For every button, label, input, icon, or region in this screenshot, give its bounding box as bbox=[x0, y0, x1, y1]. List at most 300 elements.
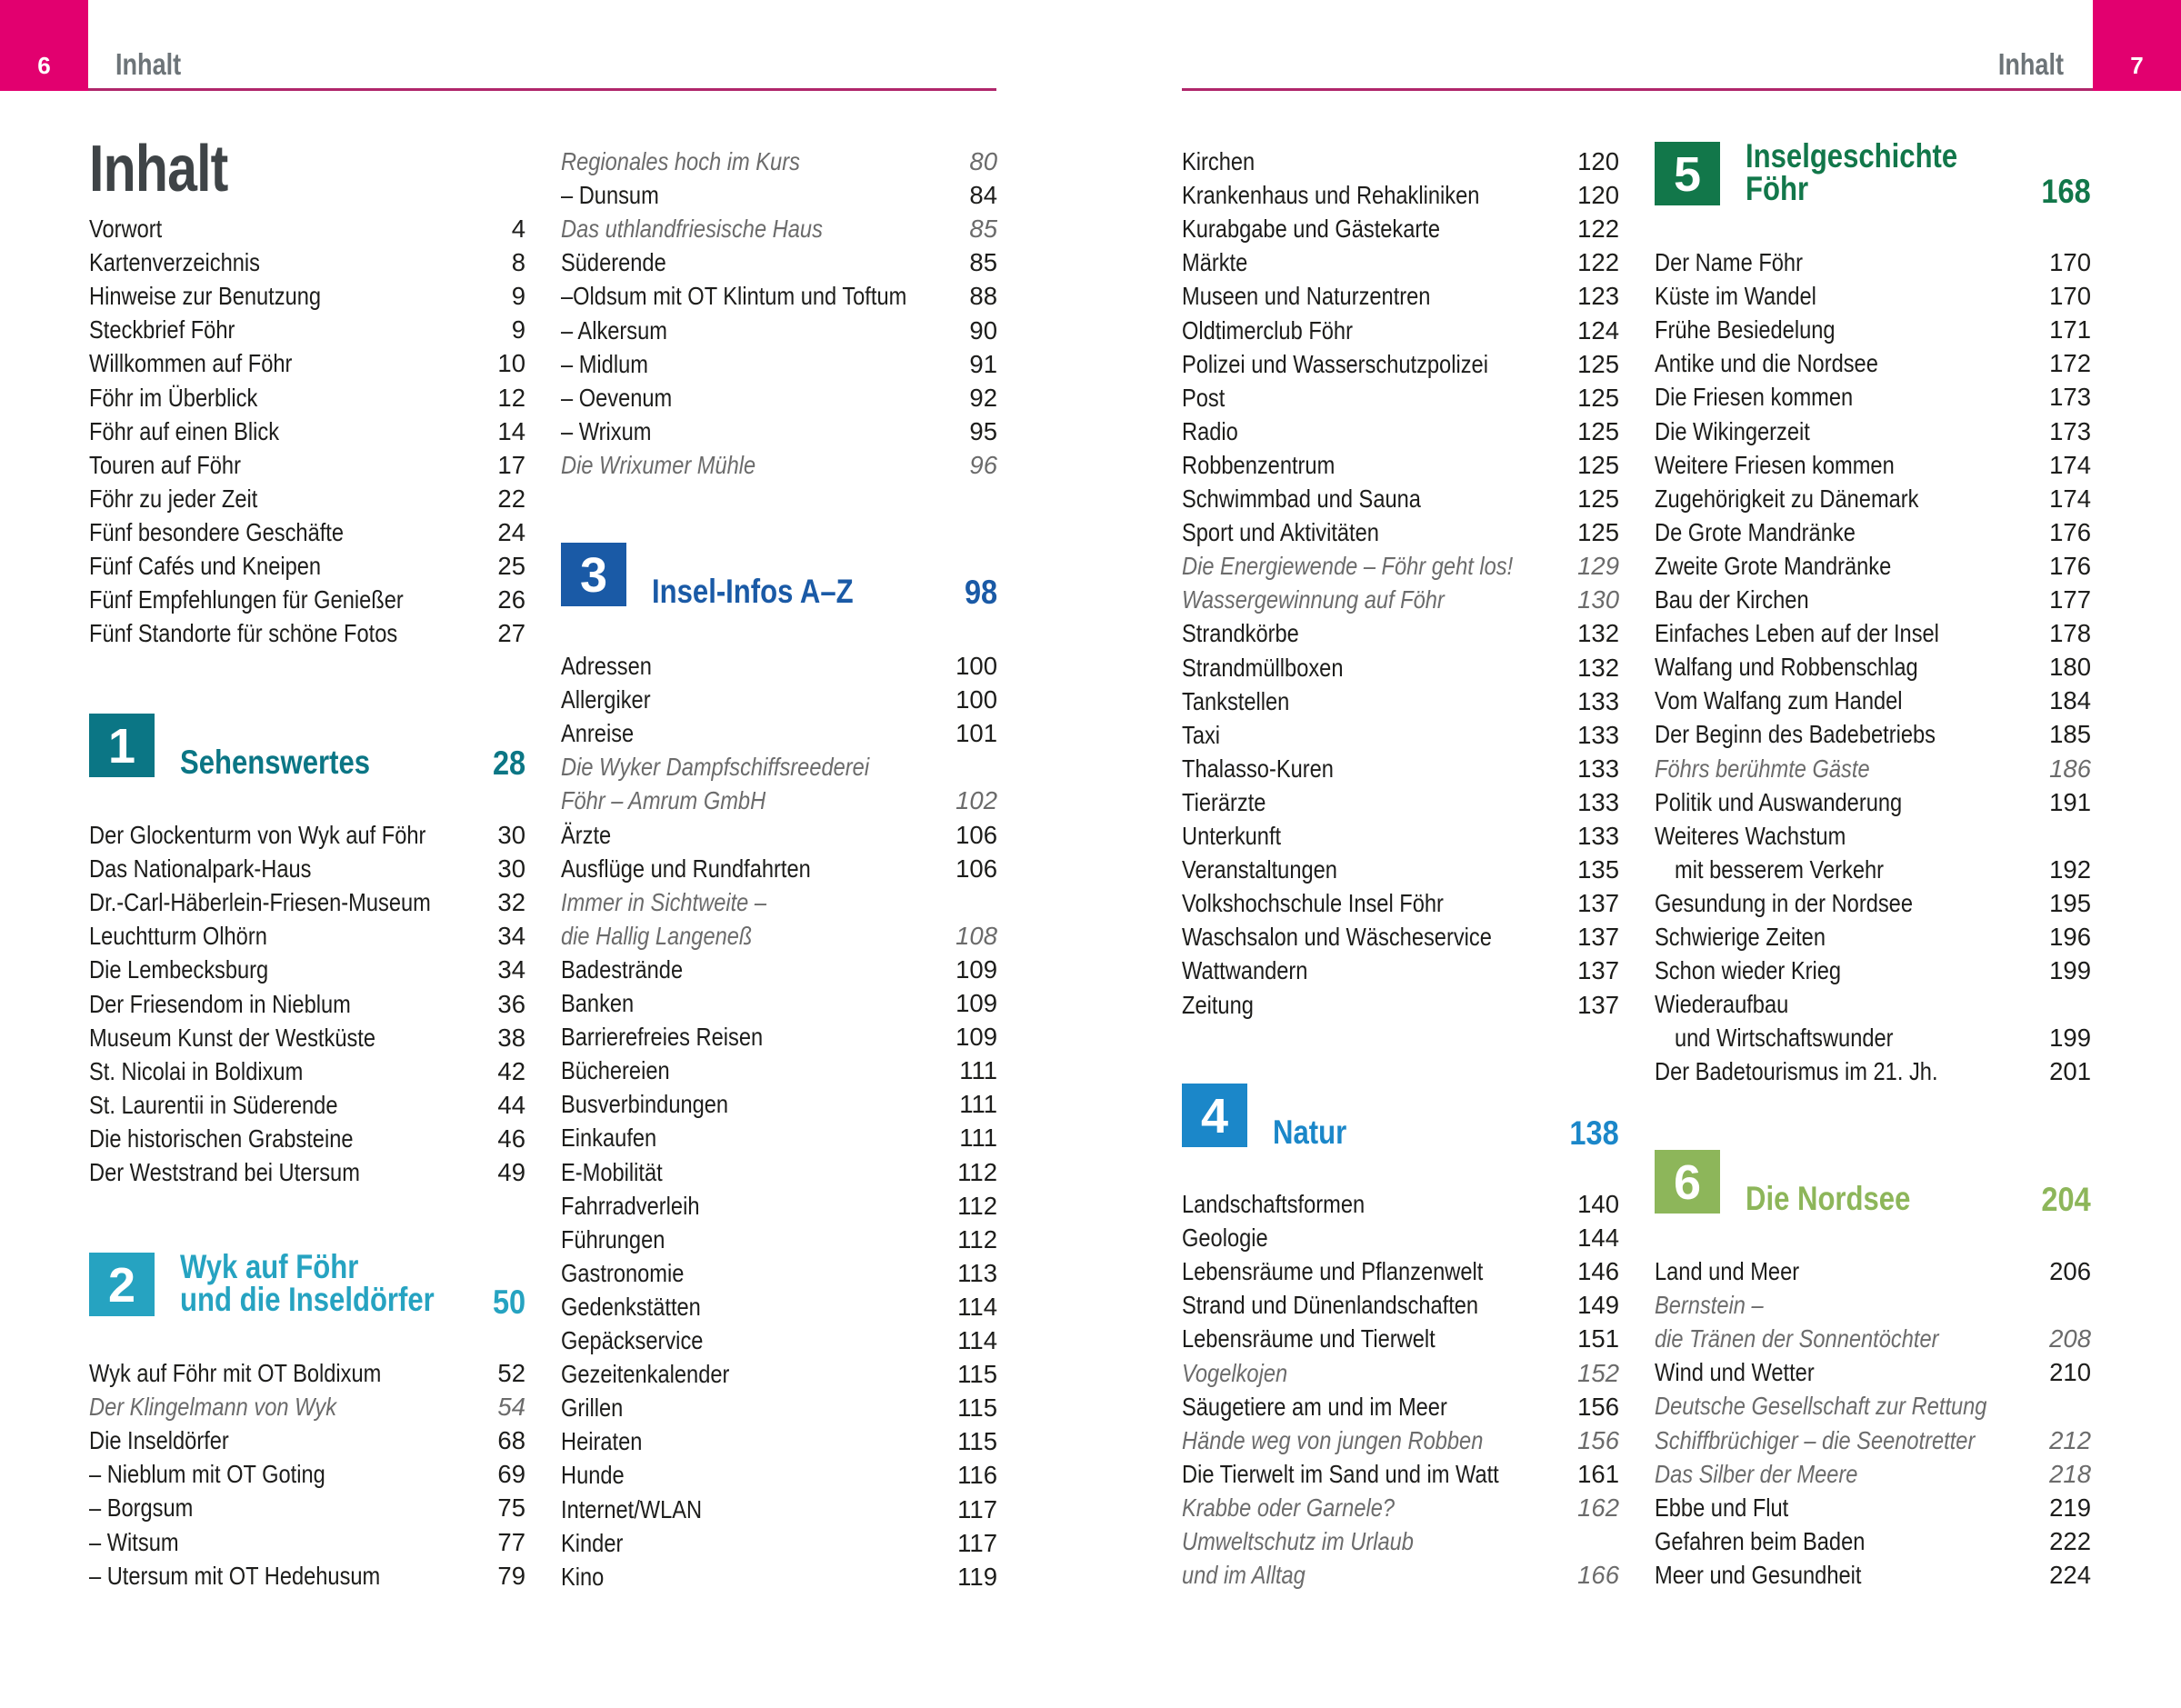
toc-entry[interactable] bbox=[1182, 583, 1619, 616]
toc-entry[interactable] bbox=[1655, 1054, 2091, 1088]
toc-entry[interactable] bbox=[1182, 1457, 1619, 1491]
toc-entry-title: De Grote Mandränke bbox=[1655, 517, 1856, 546]
chapter-number-badge: 5 bbox=[1655, 142, 1720, 205]
toc-entry-title: – Borgsum bbox=[89, 1493, 194, 1523]
chapter-title bbox=[1746, 137, 1958, 207]
toc-entry[interactable] bbox=[1655, 1491, 2091, 1524]
toc-entry[interactable] bbox=[561, 1223, 997, 1256]
toc-entry-page: 123 bbox=[1577, 282, 1619, 311]
toc-entry-title: Zeitung bbox=[1182, 990, 1254, 1019]
toc-entry[interactable] bbox=[89, 549, 525, 583]
toc-entry-title: Der Friesendom in Nieblum bbox=[89, 989, 351, 1018]
toc-entry-page: 184 bbox=[2049, 686, 2091, 715]
toc-entry[interactable] bbox=[89, 583, 525, 616]
toc-entry[interactable] bbox=[1182, 381, 1619, 415]
toc-entry-page: 173 bbox=[2049, 383, 2091, 412]
toc-entry-page: 208 bbox=[2049, 1324, 2091, 1353]
toc-entry[interactable] bbox=[89, 381, 525, 415]
toc-entry[interactable] bbox=[561, 1290, 997, 1323]
toc-entry-title: Wassergewinnung auf Föhr bbox=[1182, 585, 1445, 614]
toc-entry-title: Das Nationalpark-Haus bbox=[89, 854, 312, 884]
toc-entry[interactable] bbox=[89, 1390, 525, 1423]
toc-entry[interactable] bbox=[1182, 853, 1619, 886]
toc-entry-title: Föhr – Amrum GmbH bbox=[561, 786, 766, 815]
toc-entry[interactable] bbox=[1655, 245, 2091, 279]
toc-entry-page: 172 bbox=[2049, 349, 2091, 378]
toc-entry[interactable] bbox=[1655, 853, 2091, 886]
toc-entry[interactable] bbox=[1655, 886, 2091, 920]
toc-entry[interactable] bbox=[561, 314, 997, 347]
toc-entry-page: 27 bbox=[497, 619, 525, 648]
toc-entry[interactable] bbox=[1182, 347, 1619, 381]
toc-entry-title: Säugetiere am und im Meer bbox=[1182, 1392, 1447, 1421]
chapter-title-line2: und die Inseldörfer bbox=[180, 1281, 435, 1318]
chapter-title: Sehenswertes bbox=[180, 744, 371, 781]
toc-entry-page: 77 bbox=[497, 1527, 525, 1556]
toc-entry-page: 68 bbox=[497, 1426, 525, 1455]
toc-entry-page: 84 bbox=[969, 181, 997, 210]
toc-entry[interactable] bbox=[1182, 684, 1619, 718]
toc-entry[interactable] bbox=[1655, 1558, 2091, 1592]
toc-entry[interactable] bbox=[1182, 145, 1619, 178]
toc-entry-page: 178 bbox=[2049, 619, 2091, 648]
toc-entry-page: 125 bbox=[1577, 450, 1619, 479]
toc-entry-title: Ausflüge und Rundfahrten bbox=[561, 854, 811, 883]
toc-entry-title: Gefahren beim Baden bbox=[1655, 1526, 1866, 1555]
toc-entry-page: 133 bbox=[1577, 822, 1619, 850]
chapter-title-line2: Föhr bbox=[1746, 170, 1809, 207]
toc-entry[interactable] bbox=[1182, 212, 1619, 245]
toc-entry[interactable] bbox=[561, 145, 997, 178]
toc-entry[interactable] bbox=[89, 1054, 525, 1088]
toc-entry[interactable] bbox=[89, 1491, 525, 1524]
toc-entry[interactable] bbox=[1182, 1491, 1619, 1524]
chapter-heading-1[interactable] bbox=[89, 714, 525, 782]
toc-entry[interactable] bbox=[89, 515, 525, 549]
toc-entry-page: 130 bbox=[1577, 585, 1619, 614]
toc-entry-page: 185 bbox=[2049, 720, 2091, 749]
toc-entry[interactable] bbox=[561, 1526, 997, 1560]
toc-entry-title: Kurabgabe und Gästekarte bbox=[1182, 215, 1441, 244]
toc-entry-title: Museum Kunst der Westküste bbox=[89, 1023, 376, 1052]
toc-entry-page: 32 bbox=[497, 888, 525, 917]
toc-entry[interactable] bbox=[1655, 1254, 2091, 1288]
toc-entry[interactable] bbox=[1182, 1187, 1619, 1221]
toc-entry-title: die Tränen der Sonnentöchter bbox=[1655, 1324, 1939, 1353]
toc-entry-title: Gesundung in der Nordsee bbox=[1655, 888, 1913, 917]
toc-entry[interactable] bbox=[89, 212, 525, 245]
toc-entry-page: 49 bbox=[497, 1158, 525, 1186]
toc-entry[interactable] bbox=[89, 953, 525, 986]
toc-entry-title: Der Glockenturm von Wyk auf Föhr bbox=[89, 821, 426, 849]
toc-entry-page: 114 bbox=[957, 1292, 997, 1321]
toc-entry-title: Adressen bbox=[561, 652, 652, 680]
toc-entry[interactable] bbox=[561, 1054, 997, 1087]
toc-entry[interactable] bbox=[89, 448, 525, 482]
toc-entry[interactable] bbox=[561, 1458, 997, 1492]
toc-entry[interactable] bbox=[1182, 1254, 1619, 1288]
toc-entry-title: Föhr auf einen Blick bbox=[89, 416, 280, 445]
toc-entry-page: 171 bbox=[2049, 315, 2091, 345]
toc-entry[interactable] bbox=[89, 1021, 525, 1054]
toc-entry[interactable] bbox=[1655, 1021, 2091, 1054]
toc-entry[interactable] bbox=[561, 986, 997, 1020]
toc-entry[interactable] bbox=[1655, 1355, 2091, 1389]
toc-entry-page: 120 bbox=[1577, 181, 1619, 210]
toc-entry-page: 52 bbox=[497, 1359, 525, 1387]
toc-entry[interactable] bbox=[1182, 1356, 1619, 1390]
toc-entry[interactable] bbox=[561, 1020, 997, 1054]
toc-entry-page: 106 bbox=[955, 820, 997, 849]
toc-entry-title: Tierärzte bbox=[1182, 787, 1266, 816]
toc-entry[interactable] bbox=[561, 1391, 997, 1424]
toc-entry[interactable] bbox=[1182, 954, 1619, 987]
toc-entry-page: 102 bbox=[955, 786, 997, 815]
toc-entry[interactable] bbox=[1182, 1322, 1619, 1355]
toc-entry[interactable] bbox=[1655, 415, 2091, 448]
toc-entry[interactable] bbox=[561, 279, 997, 313]
toc-entry[interactable] bbox=[1182, 1524, 1619, 1558]
toc-entry[interactable] bbox=[561, 245, 997, 279]
toc-entry-title: Märkte bbox=[1182, 248, 1248, 277]
toc-entry-title: Deutsche Gesellschaft zur Rettung bbox=[1655, 1392, 1987, 1421]
toc-entry-title: Hände weg von jungen Robben bbox=[1182, 1425, 1484, 1454]
toc-entry[interactable] bbox=[1182, 1558, 1619, 1592]
toc-entry[interactable] bbox=[89, 1423, 525, 1457]
toc-entry-title: Banken bbox=[561, 989, 635, 1017]
toc-entry[interactable] bbox=[1182, 988, 1619, 1022]
toc-entry-page: 151 bbox=[1577, 1324, 1619, 1353]
toc-entry[interactable] bbox=[1182, 651, 1619, 684]
toc-entry-page: 115 bbox=[957, 1360, 997, 1389]
toc-entry[interactable] bbox=[1182, 515, 1619, 549]
toc-entry[interactable] bbox=[89, 1356, 525, 1390]
toc-entry-title: Robbenzentrum bbox=[1182, 450, 1336, 479]
toc-entry[interactable] bbox=[1655, 279, 2091, 313]
chapter-title: Die Nordsee bbox=[1746, 1180, 1911, 1217]
toc-entry-page: 199 bbox=[2049, 956, 2091, 985]
toc-entry[interactable] bbox=[1655, 987, 2091, 1021]
toc-entry-page: 176 bbox=[2049, 551, 2091, 580]
toc-entry-title: Wyk auf Föhr mit OT Boldixum bbox=[89, 1359, 382, 1387]
toc-entry[interactable] bbox=[1182, 886, 1619, 920]
chapter-heading-3[interactable] bbox=[561, 543, 997, 611]
chapter-number-badge: 2 bbox=[89, 1253, 155, 1316]
toc-entry[interactable] bbox=[89, 1122, 525, 1155]
chapter-heading-6[interactable] bbox=[1655, 1150, 2091, 1218]
toc-entry[interactable] bbox=[89, 852, 525, 885]
toc-entry[interactable] bbox=[561, 953, 997, 986]
toc-entry-page: 125 bbox=[1577, 383, 1619, 412]
toc-entry-page: 26 bbox=[497, 585, 525, 614]
toc-entry[interactable] bbox=[89, 987, 525, 1021]
toc-entry-page: 132 bbox=[1577, 653, 1619, 682]
toc-entry-page: 161 bbox=[1577, 1459, 1619, 1488]
toc-entry-title: Föhr im Überblick bbox=[89, 383, 258, 412]
toc-entry[interactable] bbox=[89, 885, 525, 919]
toc-entry[interactable] bbox=[1655, 684, 2091, 717]
toc-entry-title: – Alkersum bbox=[561, 315, 667, 345]
toc-entry[interactable] bbox=[561, 212, 997, 245]
toc-entry[interactable] bbox=[1655, 515, 2091, 549]
toc-entry[interactable] bbox=[89, 1559, 525, 1593]
toc-entry-title: Frühe Besiedelung bbox=[1655, 315, 1836, 345]
toc-entry-title: Fünf Empfehlungen für Genießer bbox=[89, 585, 404, 614]
toc-entry-title: Post bbox=[1182, 383, 1226, 412]
toc-entry-page: 117 bbox=[957, 1494, 997, 1523]
toc-entry-title: Vom Walfang zum Handel bbox=[1655, 686, 1903, 715]
toc-entry[interactable] bbox=[1655, 448, 2091, 482]
toc-entry[interactable] bbox=[1182, 482, 1619, 515]
toc-entry[interactable] bbox=[1655, 785, 2091, 819]
toc-entry-page: 120 bbox=[1577, 147, 1619, 175]
toc-entry[interactable] bbox=[1182, 819, 1619, 853]
toc-entry-page: 80 bbox=[969, 147, 997, 175]
toc-entry[interactable] bbox=[89, 919, 525, 953]
toc-entry-title: – Witsum bbox=[89, 1527, 179, 1556]
toc-entry[interactable] bbox=[1182, 415, 1619, 448]
toc-entry[interactable] bbox=[1655, 380, 2091, 414]
toc-entry[interactable] bbox=[89, 245, 525, 279]
toc-entry-page: 4 bbox=[511, 215, 525, 243]
toc-entry-page: 69 bbox=[497, 1460, 525, 1489]
toc-entry-title: Die Lembecksburg bbox=[89, 955, 269, 984]
toc-entry[interactable] bbox=[561, 381, 997, 415]
toc-entry[interactable] bbox=[89, 1525, 525, 1559]
toc-entry-title: Der Name Föhr bbox=[1655, 248, 1803, 276]
chapter-heading-2[interactable] bbox=[89, 1248, 525, 1321]
toc-entry[interactable] bbox=[561, 1256, 997, 1290]
toc-entry-title: Taxi bbox=[1182, 720, 1221, 749]
toc-entry[interactable] bbox=[1655, 717, 2091, 751]
toc-entry-title: Einkaufen bbox=[561, 1124, 657, 1153]
toc-entry-page: 133 bbox=[1577, 686, 1619, 715]
toc-entry[interactable] bbox=[89, 415, 525, 448]
toc-entry-title: Heiraten bbox=[561, 1427, 643, 1456]
toc-entry-title: Kartenverzeichnis bbox=[89, 248, 260, 277]
toc-entry[interactable] bbox=[1182, 245, 1619, 279]
toc-entry[interactable] bbox=[561, 750, 997, 784]
toc-entry[interactable] bbox=[561, 347, 997, 381]
toc-entry-page: 101 bbox=[955, 719, 997, 748]
toc-entry-title: Wattwandern bbox=[1182, 956, 1308, 985]
toc-entry-page: 36 bbox=[497, 989, 525, 1018]
toc-entry-page: 212 bbox=[2049, 1425, 2091, 1454]
toc-entry-page: 192 bbox=[2049, 854, 2091, 884]
toc-entry-page: 109 bbox=[955, 1023, 997, 1052]
toc-entry[interactable] bbox=[1655, 650, 2091, 684]
toc-entry[interactable] bbox=[561, 683, 997, 716]
chapter-heading-4[interactable] bbox=[1182, 1084, 1619, 1152]
toc-entry[interactable] bbox=[561, 852, 997, 885]
toc-entry-page: 173 bbox=[2049, 416, 2091, 445]
toc-entry[interactable] bbox=[1655, 1389, 2091, 1423]
toc-entry[interactable] bbox=[561, 1560, 997, 1593]
toc-entry-title: Fünf Cafés und Kneipen bbox=[89, 552, 322, 580]
toc-entry-page: 14 bbox=[497, 416, 525, 445]
toc-entry-page: 206 bbox=[2049, 1257, 2091, 1285]
toc-entry[interactable] bbox=[561, 178, 997, 212]
toc-entry-title: Tankstellen bbox=[1182, 686, 1290, 715]
toc-entry[interactable] bbox=[1182, 314, 1619, 347]
toc-entry[interactable] bbox=[561, 1323, 997, 1357]
toc-entry[interactable] bbox=[561, 1493, 997, 1526]
toc-entry[interactable] bbox=[1655, 549, 2091, 583]
toc-entry[interactable] bbox=[1182, 1288, 1619, 1322]
toc-entry[interactable] bbox=[1182, 718, 1619, 752]
toc-entry-title: Fünf besondere Geschäfte bbox=[89, 517, 345, 546]
toc-entry[interactable] bbox=[1182, 1423, 1619, 1457]
toc-entry-title: Gastronomie bbox=[561, 1258, 685, 1287]
toc-entry-title: Die Inseldörfer bbox=[89, 1426, 229, 1455]
toc-entry[interactable] bbox=[1182, 549, 1619, 583]
toc-entry[interactable] bbox=[561, 784, 997, 817]
toc-entry-page: 122 bbox=[1577, 248, 1619, 277]
toc-entry-title: – Dunsum bbox=[561, 181, 659, 210]
toc-entry[interactable] bbox=[1655, 920, 2091, 954]
toc-entry-page: 196 bbox=[2049, 923, 2091, 951]
toc-entry-title: Küste im Wandel bbox=[1655, 282, 1816, 311]
toc-entry-title: Der Weststrand bei Utersum bbox=[89, 1158, 360, 1186]
toc-entry-title: Schwimmbad und Sauna bbox=[1182, 484, 1421, 513]
toc-entry-page: 132 bbox=[1577, 619, 1619, 648]
toc-entry[interactable] bbox=[1182, 448, 1619, 482]
toc-entry-page: 156 bbox=[1577, 1425, 1619, 1454]
toc-entry-page: 88 bbox=[969, 282, 997, 311]
toc-entry-page: 195 bbox=[2049, 888, 2091, 917]
toc-entry[interactable] bbox=[89, 616, 525, 650]
toc-entry[interactable] bbox=[1182, 752, 1619, 785]
toc-entry[interactable] bbox=[1655, 583, 2091, 616]
toc-entry-title: Kirchen bbox=[1182, 147, 1256, 175]
toc-entry-page: 25 bbox=[497, 552, 525, 580]
toc-entry-title: Die Energiewende – Föhr geht los! bbox=[1182, 552, 1514, 581]
toc-entry-title: Gedenkstätten bbox=[561, 1292, 701, 1321]
toc-entry[interactable] bbox=[1182, 785, 1619, 819]
toc-entry-page: 30 bbox=[497, 854, 525, 884]
toc-entry[interactable] bbox=[1655, 482, 2091, 515]
toc-entry-title: Leuchtturm Olhörn bbox=[89, 922, 267, 951]
toc-entry-title: E-Mobilität bbox=[561, 1157, 663, 1186]
toc-entry[interactable] bbox=[561, 1357, 997, 1391]
toc-entry-page: 125 bbox=[1577, 349, 1619, 378]
toc-entry[interactable] bbox=[1655, 313, 2091, 346]
toc-entry[interactable] bbox=[89, 482, 525, 515]
chapter-number-badge: 6 bbox=[1655, 1150, 1720, 1214]
toc-entry[interactable] bbox=[89, 1457, 525, 1491]
toc-entry-page: 90 bbox=[969, 315, 997, 345]
toc-entry-page: 119 bbox=[957, 1562, 997, 1591]
toc-entry[interactable] bbox=[1182, 279, 1619, 313]
chapter-heading-5[interactable] bbox=[1655, 137, 2091, 210]
toc-entry[interactable] bbox=[1182, 616, 1619, 650]
toc-entry[interactable] bbox=[1655, 1423, 2091, 1457]
toc-entry[interactable] bbox=[561, 1155, 997, 1189]
toc-entry-page: 177 bbox=[2049, 585, 2091, 614]
toc-entry-page: 85 bbox=[969, 215, 997, 244]
toc-entry[interactable] bbox=[561, 885, 997, 919]
toc-entry-title: Weiteres Wachstum bbox=[1655, 821, 1846, 850]
toc-entry-title: Bau der Kirchen bbox=[1655, 585, 1809, 614]
toc-entry[interactable] bbox=[561, 649, 997, 683]
toc-entry[interactable] bbox=[89, 279, 525, 313]
toc-entry-title: Busverbindungen bbox=[561, 1090, 729, 1119]
toc-entry[interactable] bbox=[1655, 1524, 2091, 1558]
toc-entry-title: Steckbrief Föhr bbox=[89, 315, 235, 345]
left-page-number: 6 bbox=[37, 52, 51, 79]
toc-entry-title: Zugehörigkeit zu Dänemark bbox=[1655, 484, 1919, 513]
toc-entry[interactable] bbox=[89, 346, 525, 380]
toc-entry[interactable] bbox=[1655, 616, 2091, 650]
chapter-title: Insel-Infos A–Z bbox=[652, 573, 854, 610]
toc-entry[interactable] bbox=[1655, 1288, 2091, 1322]
toc-entry[interactable] bbox=[1655, 346, 2091, 380]
chapter-title: Natur bbox=[1273, 1114, 1347, 1151]
toc-entry-title: –Oldsum mit OT Klintum und Toftum bbox=[561, 282, 907, 311]
toc-entry-page: 100 bbox=[955, 685, 997, 714]
toc-entry[interactable] bbox=[1182, 920, 1619, 954]
toc-entry-page: 133 bbox=[1577, 787, 1619, 816]
toc-entry-page: 30 bbox=[497, 821, 525, 849]
toc-entry-page: 186 bbox=[2049, 754, 2091, 783]
toc-entry[interactable] bbox=[1655, 1322, 2091, 1355]
toc-entry[interactable] bbox=[561, 448, 997, 482]
toc-entry[interactable] bbox=[1655, 1457, 2091, 1491]
toc-entry-page: 44 bbox=[497, 1090, 525, 1119]
toc-entry-title: Wiederaufbau bbox=[1655, 990, 1789, 1019]
toc-entry-page: 9 bbox=[511, 282, 525, 311]
chapter-page: 28 bbox=[492, 744, 525, 782]
chapter-number-badge: 4 bbox=[1182, 1084, 1247, 1147]
toc-entry[interactable] bbox=[561, 415, 997, 448]
toc-entry-page: 112 bbox=[957, 1191, 997, 1220]
toc-entry-title: Unterkunft bbox=[1182, 822, 1282, 850]
toc-entry[interactable] bbox=[1182, 178, 1619, 212]
toc-entry[interactable] bbox=[561, 1087, 997, 1121]
toc-entry-title: Das Silber der Meere bbox=[1655, 1459, 1858, 1488]
toc-entry-title: Schon wieder Krieg bbox=[1655, 956, 1842, 985]
toc-entry[interactable] bbox=[1655, 752, 2091, 785]
toc-entry-title: Zweite Grote Mandränke bbox=[1655, 551, 1892, 580]
toc-entry[interactable] bbox=[89, 818, 525, 852]
toc-entry-page: 117 bbox=[957, 1528, 997, 1557]
toc-entry[interactable] bbox=[1655, 819, 2091, 853]
toc-entry-title: Anreise bbox=[561, 719, 635, 748]
toc-entry[interactable] bbox=[561, 1424, 997, 1458]
toc-entry[interactable] bbox=[561, 919, 997, 953]
toc-entry[interactable] bbox=[561, 1121, 997, 1154]
toc-entry[interactable] bbox=[89, 1155, 525, 1189]
toc-entry-title: Der Beginn des Badebetriebs bbox=[1655, 720, 1936, 749]
toc-entry-title: Gezeitenkalender bbox=[561, 1360, 730, 1389]
chapter-title-line1: Wyk auf Föhr bbox=[180, 1248, 359, 1285]
toc-entry-page: 174 bbox=[2049, 484, 2091, 513]
toc-entry-page: 146 bbox=[1577, 1257, 1619, 1286]
toc-entry[interactable] bbox=[1182, 1390, 1619, 1423]
toc-entry[interactable] bbox=[89, 1088, 525, 1122]
toc-entry-page: 114 bbox=[957, 1326, 997, 1354]
toc-entry-page: 95 bbox=[969, 416, 997, 445]
toc-entry[interactable] bbox=[1182, 1221, 1619, 1254]
toc-entry[interactable] bbox=[561, 818, 997, 852]
toc-entry-page: 174 bbox=[2049, 450, 2091, 479]
toc-entry-title: Föhrs berühmte Gäste bbox=[1655, 754, 1870, 783]
toc-entry[interactable] bbox=[561, 1189, 997, 1223]
toc-entry[interactable] bbox=[561, 716, 997, 750]
toc-entry[interactable] bbox=[1655, 954, 2091, 987]
toc-entry-page: 100 bbox=[955, 652, 997, 680]
toc-entry[interactable] bbox=[89, 313, 525, 346]
